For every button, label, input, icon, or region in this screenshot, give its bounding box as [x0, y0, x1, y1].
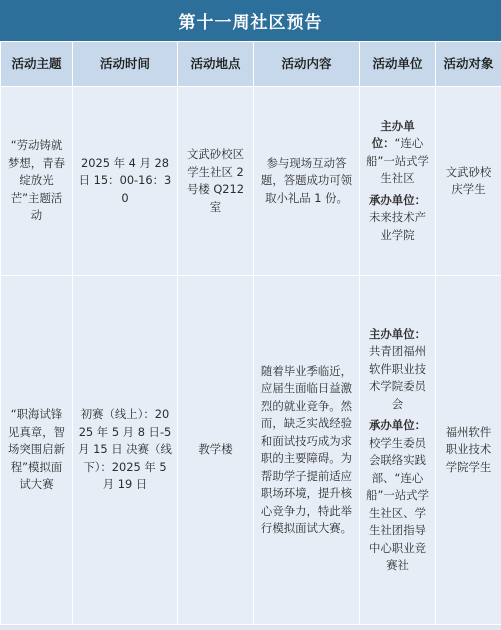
cell-location: 文武砂校区 学生社区 2 号楼 Q212 室 — [178, 87, 254, 276]
col-header-content: 活动内容 — [254, 42, 360, 87]
cell-content: 随着毕业季临近，应届生面临日益激烈的就业竞争。然而，缺乏实战经验和面试技巧成为求职的主要障碍。为帮助学子提前适应职场环境，提升核心竞争力，特此举行模拟面试大赛。 — [254, 276, 360, 625]
col-header-theme: 活动主题 — [1, 42, 73, 87]
organizer-label: 承办单位： — [369, 192, 426, 207]
col-header-time: 活动时间 — [73, 42, 178, 87]
cell-audience: 福州软件职业技术学院学生 — [436, 276, 501, 625]
host-label: 主办单位： — [371, 118, 415, 151]
col-header-audience: 活动对象 — [436, 42, 501, 87]
col-header-organizer: 活动单位 — [360, 42, 436, 87]
cell-time: 2025 年 4 月 28 日 15：00-16：30 — [73, 87, 178, 276]
organizer-unit — [365, 192, 430, 245]
cell-time: 初赛（线上）：2025 年 5 月 8 日-5 月 15 日 决赛（线下）：2025 年 5 月 19 日 — [73, 276, 178, 625]
organizer-label: 承办单位： — [369, 418, 426, 432]
cell-organizer — [360, 87, 436, 276]
cell-location: 教学楼 — [178, 276, 254, 625]
cell-audience: 文武砂校庆学生 — [436, 87, 501, 276]
col-header-location: 活动地点 — [178, 42, 254, 87]
cell-content: 参与现场互动答题，答题成功可领取小礼品 1 份。 — [254, 87, 360, 276]
host-label: 主办单位： — [369, 326, 426, 341]
host-unit — [365, 118, 430, 188]
organizer-value: 校学生委员会联络实践部、“连心船”一站式学生社区、学生社团指导中心职业竞赛社 — [366, 435, 429, 572]
host-unit — [365, 326, 430, 414]
organizer-value: 未来技术产业学院 — [369, 210, 426, 242]
table-row — [1, 87, 501, 276]
table-header-row — [1, 42, 501, 87]
activity-table — [0, 41, 501, 625]
host-value: “连心船”一站式学生社区 — [366, 136, 429, 186]
organizer-unit — [365, 417, 430, 575]
table-row — [1, 276, 501, 625]
host-value: 共青团福州软件职业技术学院委员会 — [369, 344, 426, 411]
cell-organizer — [360, 276, 436, 625]
cell-theme: “劳动铸就梦想，青春绽放光芒”主题活动 — [1, 87, 73, 276]
cell-theme: “职海试锋见真章，智场突围启新程”模拟面试大赛 — [1, 276, 73, 625]
page-title: 第十一周社区预告 — [0, 0, 501, 41]
